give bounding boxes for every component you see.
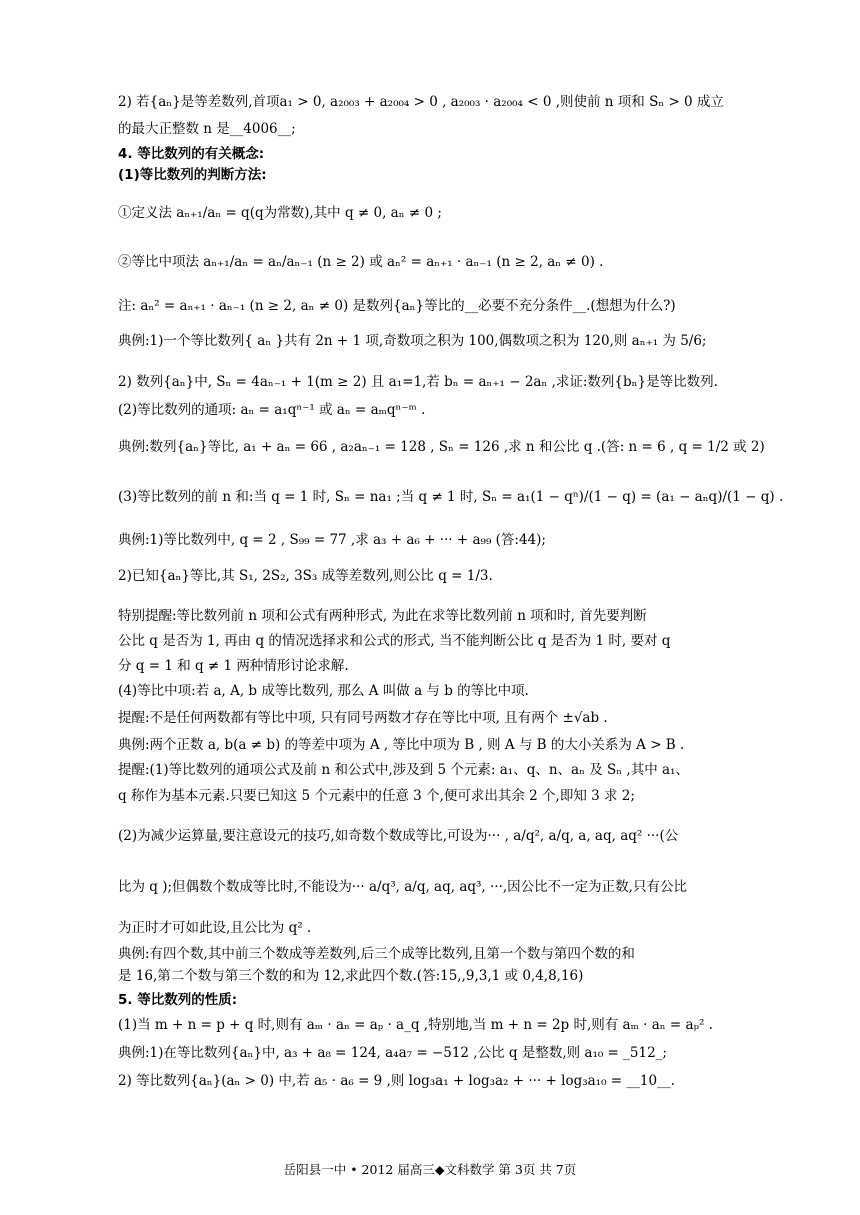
text-line: 是 16,第二个数与第三个数的和为 12,求此四个数.(答:15,,9,3,1 或 0,4,8,16): [118, 968, 584, 984]
text-line: 的最大正整数 n 是__4006__;: [118, 121, 296, 137]
text-line: 2) 等比数列{aₙ}(aₙ > 0) 中,若 a₅ · a₆ = 9 ,则 log₃a₁ + log₃a₂ + ··· + log₃a₁₀ = __10__.: [118, 1073, 675, 1089]
text-line: ①定义法 aₙ₊₁/aₙ = q(q为常数),其中 q ≠ 0, aₙ ≠ 0 ;: [118, 205, 442, 221]
text-line: (4)等比中项:若 a, A, b 成等比数列, 那么 A 叫做 a 与 b 的等比中项.: [118, 683, 529, 699]
example-line: 典例:数列{aₙ}等比, a₁ + aₙ = 66 , a₂aₙ₋₁ = 128 , Sₙ = 126 ,求 n 和公比 q .(答: n = 6 , q = 1/2 或 2): [118, 439, 765, 455]
example-line: 典例:1)一个等比数列{ aₙ }共有 2n + 1 项,奇数项之积为 100,偶数项之积为 120,则 aₙ₊₁ 为 5/6;: [118, 333, 707, 349]
text-line: 为正时才可如此设,且公比为 q² .: [118, 920, 312, 936]
text-line: 注: aₙ² = aₙ₊₁ · aₙ₋₁ (n ≥ 2, aₙ ≠ 0) 是数列{aₙ}等比的__必要不充分条件__.(想想为什么?): [118, 298, 676, 314]
text-line: (2)等比数列的通项: aₙ = a₁qⁿ⁻¹ 或 aₙ = aₘqⁿ⁻ᵐ .: [118, 402, 426, 418]
text-line: 2) 若{aₙ}是等差数列,首项a₁ > 0, a₂₀₀₃ + a₂₀₀₄ > 0 , a₂₀₀₃ · a₂₀₀₄ < 0 ,则使前 n 项和 Sₙ > 0 成立: [118, 94, 724, 110]
text-line: (3)等比数列的前 n 和:当 q = 1 时, Sₙ = na₁ ;当 q ≠ 1 时, Sₙ = a₁(1 − qⁿ)/(1 − q) = (a₁ − aₙq)/(1 − q) .: [118, 489, 784, 505]
text-line: (2)为减少运算量,要注意设元的技巧,如奇数个数成等比,可设为··· , a/q², a/q, a, aq, aq² ···(公: [118, 828, 679, 844]
text-line: ②等比中项法 aₙ₊₁/aₙ = aₙ/aₙ₋₁ (n ≥ 2) 或 aₙ² = aₙ₊₁ · aₙ₋₁ (n ≥ 2, aₙ ≠ 0) .: [118, 254, 604, 270]
text-line: 比为 q );但偶数个数成等比时,不能设为··· a/q³, a/q, aq, aq³, ···,因公比不一定为正数,只有公比: [118, 879, 687, 895]
text-line: q 称作为基本元素.只要已知这 5 个元素中的任意 3 个,便可求出其余 2 个,即知 3 求 2;: [118, 788, 635, 804]
section-heading: 5. 等比数列的性质:: [118, 992, 238, 1008]
text-line: 提醒:(1)等比数列的通项公式及前 n 和公式中,涉及到 5 个元素: a₁、q、n、aₙ 及 Sₙ ,其中 a₁、: [118, 762, 689, 778]
example-line: 典例:两个正数 a, b(a ≠ b) 的等差中项为 A , 等比中项为 B , 则 A 与 B 的大小关系为 A > B .: [118, 737, 685, 753]
example-line: 典例:有四个数,其中前三个数成等差数列,后三个成等比数列,且第一个数与第四个数的和: [118, 946, 635, 962]
text-line: (1)当 m + n = p + q 时,则有 aₘ · aₙ = aₚ · a_q ,特别地,当 m + n = 2p 时,则有 aₘ · aₙ = aₚ² .: [118, 1017, 713, 1033]
example-line: 典例:1)等比数列中, q = 2 , S₉₉ = 77 ,求 a₃ + a₆ + ··· + a₉₉ (答:44);: [118, 532, 546, 548]
text-line: 公比 q 是否为 1, 再由 q 的情况选择求和公式的形式, 当不能判断公比 q 是否为 1 时, 要对 q: [118, 633, 671, 649]
text-line: 提醒:不是任何两数都有等比中项, 只有同号两数才存在等比中项, 且有两个 ±√ab .: [118, 710, 608, 726]
text-line: 2)已知{aₙ}等比,其 S₁, 2S₂, 3S₃ 成等差数列,则公比 q = 1/3.: [118, 568, 493, 584]
page-footer: 岳阳县一中 • 2012 届高三◆文科数学 第 3页 共 7页: [283, 1162, 577, 1177]
example-line: 典例:1)在等比数列{aₙ}中, a₃ + a₈ = 124, a₄a₇ = −512 ,公比 q 是整数,则 a₁₀ = _512_;: [118, 1045, 667, 1061]
text-line: 2) 数列{aₙ}中, Sₙ = 4aₙ₋₁ + 1(m ≥ 2) 且 a₁=1,若 bₙ = aₙ₊₁ − 2aₙ ,求证:数列{bₙ}是等比数列.: [118, 374, 718, 390]
subsection-heading: (1)等比数列的判断方法:: [118, 167, 267, 183]
text-line: 特别提醒:等比数列前 n 项和公式有两种形式, 为此在求等比数列前 n 项和时, 首先要判断: [118, 608, 647, 624]
text-line: 分 q = 1 和 q ≠ 1 两种情形讨论求解.: [118, 658, 349, 674]
section-heading: 4. 等比数列的有关概念:: [118, 146, 265, 162]
